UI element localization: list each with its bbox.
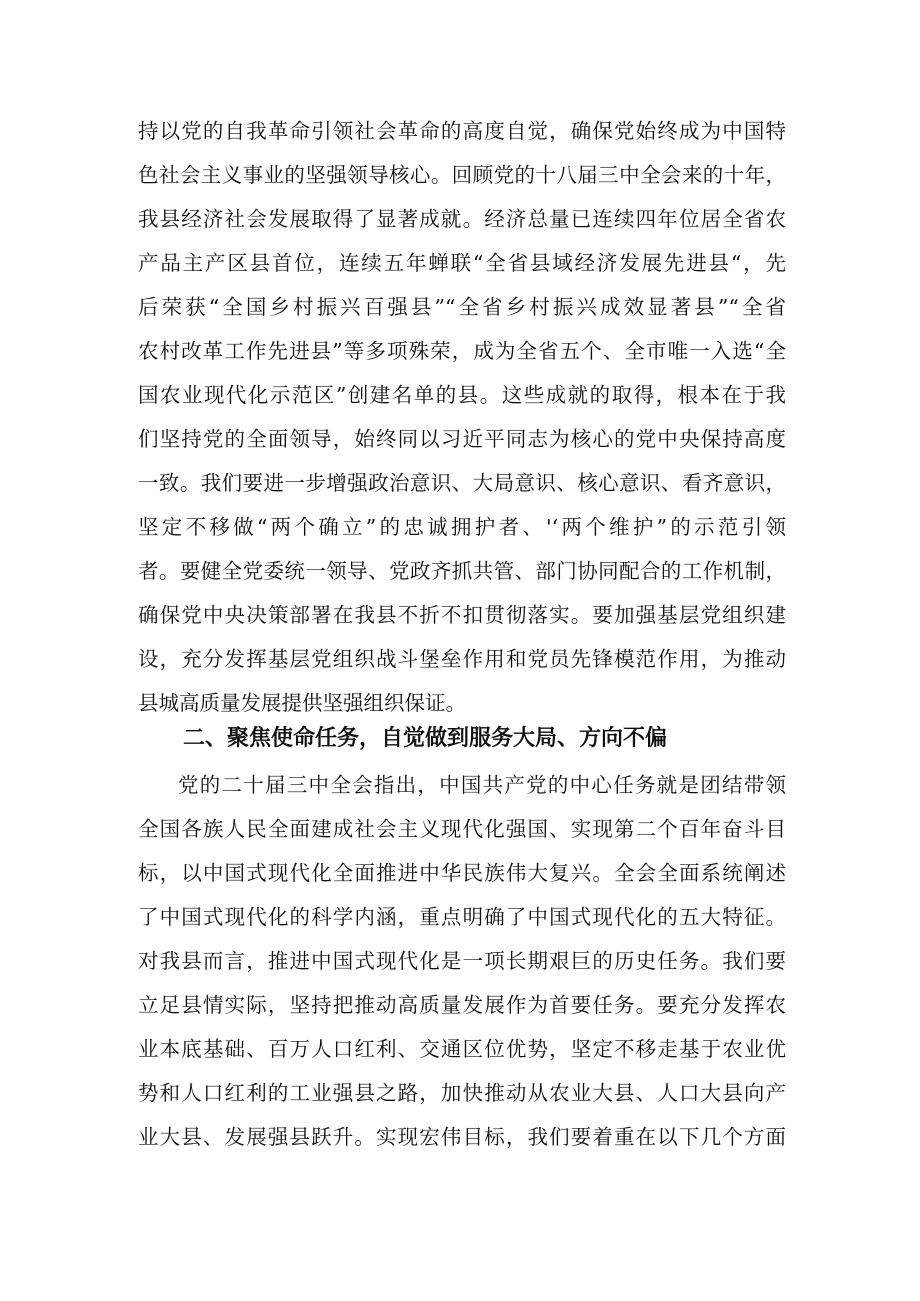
text-line: 色社会主义事业的坚强领导核心。回顾党的十八届三中全会来的十年， (138, 163, 786, 187)
text-line: 对我县而言，推进中国式现代化是一项长期艰巨的历史任务。我们要 (138, 949, 786, 973)
text-line: 们坚持党的全面领导，始终同以习近平同志为核心的党中央保持高度 (138, 427, 786, 451)
text-line: 标，以中国式现代化全面推进中华民族伟大复兴。全会全面系统阐述 (138, 861, 786, 885)
text-line: 者。要健全党委统一领导、党政齐抓共管、部门协同配合的工作机制， (138, 559, 786, 583)
text-line: 确保党中央决策部署在我县不折不扣贯彻落实。要加强基层党组织建 (138, 603, 786, 627)
text-line: 业大县、发展强县跃升。实现宏伟目标，我们要着重在以下几个方面 (138, 1125, 786, 1149)
text-line: 后荣获“全国乡村振兴百强县”“全省乡村振兴成效显著县”“全省 (138, 295, 786, 319)
text-line: 全国各族人民全面建成社会主义现代化强国、实现第二个百年奋斗目 (138, 817, 786, 841)
text-line: 国农业现代化示范区”创建名单的县。这些成就的取得，根本在于我 (138, 383, 786, 407)
text-line: 势和人口红利的工业强县之路，加快推动从农业大县、人口大县向产 (138, 1081, 786, 1105)
text-line: 党的二十届三中全会指出，中国共产党的中心任务就是团结带领 (178, 773, 786, 797)
text-line: 我县经济社会发展取得了显著成就。经济总量已连续四年位居全省农 (138, 207, 786, 231)
text-line: 持以党的自我革命引领社会革命的高度自觉，确保党始终成为中国特 (138, 119, 786, 143)
text-line: 农村改革工作先进县”等多项殊荣，成为全省五个、全市唯一入选“全 (138, 339, 786, 363)
text-line: 一致。我们要进一步增强政治意识、大局意识、核心意识、看齐意识， (138, 471, 786, 495)
text-line: 立足县情实际，坚持把推动高质量发展作为首要任务。要充分发挥农 (138, 993, 786, 1017)
text-line: 产品主产区县首位，连续五年蝉联“全省县域经济发展先进县“，先 (138, 251, 786, 275)
body-paragraph-1 (138, 109, 786, 725)
text-line: 业本底基础、百万人口红利、交通区位优势，坚定不移走基于农业优 (138, 1037, 786, 1061)
text-line: 了中国式现代化的科学内涵，重点明确了中国式现代化的五大特征。 (138, 905, 786, 929)
text-line: 设，充分发挥基层党组织战斗堡垒作用和党员先锋模范作用，为推动 (138, 647, 786, 671)
text-line: 坚定不移做“两个确立”的忠诚拥护者、'‘两个维护”的示范引领 (138, 515, 786, 539)
body-paragraph-2 (138, 763, 786, 1159)
section-heading: 二、聚焦使命任务，自觉做到服务大局、方向不偏 (183, 726, 668, 751)
text-line: 县城高质量发展提供坚强组织保证。 (138, 691, 466, 715)
